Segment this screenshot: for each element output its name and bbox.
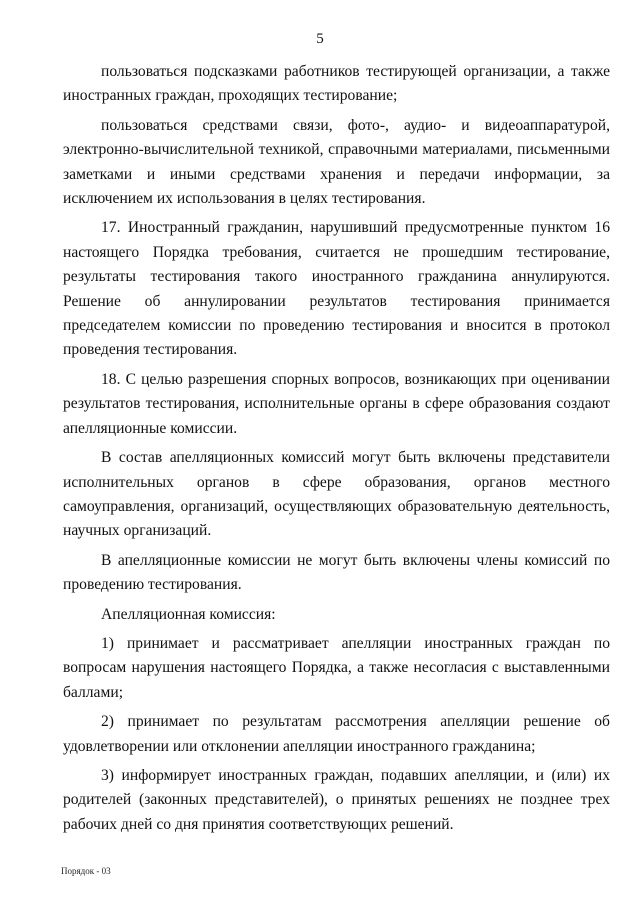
paragraph-9: 2) принимает по результатам рассмотрения апелляции решение об удовлетворении или отклонении апелляции иностранного гражданина;: [63, 713, 610, 755]
footer-label: Порядок - 03: [61, 866, 111, 876]
paragraph-2: пользоваться средствами связи, фото-, аудио- и видеоаппаратурой, электронно-вычислительной техникой, справочными материалами, письменными заметками и иными средствами хранения и передачи информации, за исключением их использования в целях тестирования.: [63, 116, 610, 208]
paragraph-1: пользоваться подсказками работников тестирующей организации, а также иностранных граждан, проходящих тестирование;: [63, 63, 610, 105]
paragraph-3: 17. Иностранный гражданин, нарушивший предусмотренные пунктом 16 настоящего Порядка требования, считается не прошедшим тестирование, результаты тестирования такого иностранного гражданина аннулируются. Решение об аннулировании результатов тестирования принимается председателем комиссии по проведению тестирования и вносится в протокол проведения тестирования.: [63, 219, 610, 359]
paragraph-5: В состав апелляционных комиссий могут быть включены представители исполнительных органов в сфере образования, органов местного самоуправления, организаций, осуществляющих образовательную деятельность, научных организаций.: [63, 449, 610, 540]
paragraph-7: Апелляционная комиссия:: [101, 605, 276, 623]
paragraph-10: 3) информирует иностранных граждан, подавших апелляции, и (или) их родителей (законных представителей), о принятых решениях не позднее трех рабочих дней со дня принятия соответствующих решений.: [63, 766, 610, 833]
paragraph-8: 1) принимает и рассматривает апелляции иностранных граждан по вопросам нарушения настоящего Порядка, а также несогласия с выставленными баллами;: [63, 634, 610, 701]
document-body: [63, 60, 610, 842]
paragraph-4: 18. С целью разрешения спорных вопросов, возникающих при оценивании результатов тестирования, исполнительные органы в сфере образования создают апелляционные комиссии.: [63, 370, 610, 437]
paragraph-6: В апелляционные комиссии не могут быть включены члены комиссий по проведению тестирования.: [63, 551, 610, 594]
page-number: 5: [316, 31, 324, 47]
